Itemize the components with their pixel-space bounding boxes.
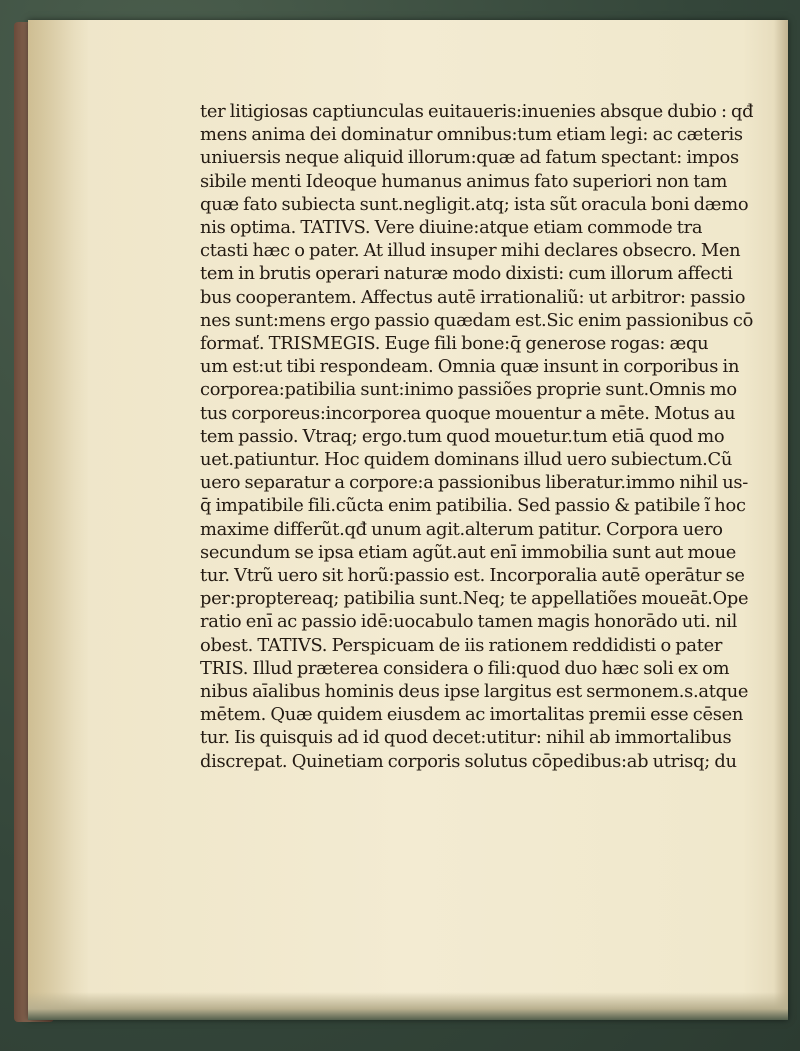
text-line: tem passio. Vtraq; ergo.tum quod mouetur.tum etiā quod mo: [200, 425, 725, 447]
text-line: mens anima dei dominatur omnibus:tum etiam legi: ac cæteris: [200, 124, 743, 146]
text-line: ter litigiosas captiunculas euitaueris:inuenies absque dubio : qđ: [200, 101, 754, 122]
text-line: tus corporeus:incorporea quoque mouentur a mēte. Motus au: [200, 402, 736, 424]
text-line: obest. TATIVS. Perspicuam de iis rationem reddidisti o pater: [200, 634, 723, 656]
text-line: ctasti hæc o pater. At illud insuper mihi declares obsecro. Men: [200, 240, 741, 262]
text-line: quæ fato subiecta sunt.negligit.atq; ista sũt oracula boni dæmo: [200, 193, 749, 215]
text-line: nibus aīalibus hominis deus ipse largitus est sermonem.s.atque: [200, 681, 749, 703]
text-line: per:proptereaq; patibilia sunt.Neq; te appellatiões moueāt.Ope: [200, 588, 749, 610]
text-line: secundum se ipsa etiam agũt.aut enī immobilia sunt aut moue: [200, 541, 737, 563]
page-gutter: [28, 20, 88, 1020]
text-line: tur. Vtrũ uero sit horũ:passio est. Incorporalia autē operātur se: [200, 565, 745, 587]
book-page: [28, 20, 788, 1020]
text-line: nes sunt:mens ergo passio quædam est.Sic enim passionibus cō: [200, 309, 754, 331]
text-line: tur. Iis quisquis ad id quod decet:utitur: nihil ab immortalibus: [200, 727, 732, 749]
text-line: corporea:patibilia sunt:inimo passiões proprie sunt.Omnis mo: [200, 379, 737, 401]
text-line: uero separatur a corpore:a passionibus liberatur.immo nihil us-: [200, 472, 748, 494]
text-line: sibile menti Ideoque humanus animus fato superiori non tam: [200, 170, 728, 192]
text-line: maxime differũt.qđ unum agit.alterum patitur. Corpora uero: [200, 518, 723, 540]
text-block: [200, 100, 780, 773]
text-line: discrepat. Quinetiam corporis solutus cōpedibus:ab utrisq; du: [200, 750, 737, 772]
text-line: q̄ impatibile fili.cũcta enim patibilia. Sed passio & patibile ĩ hoc: [200, 495, 746, 517]
text-line: TRIS. Illud præterea considera o fili:quod duo hæc soli ex om: [200, 657, 730, 679]
text-line: um est:ut tibi respondeam. Omnia quæ insunt in corporibus in: [200, 356, 740, 378]
text-line: bus cooperantem. Affectus autē irrationaliũ: ut arbitror: passio: [200, 286, 746, 308]
text-line: uniuersis neque aliquid illorum:quæ ad fatum spectant: impos: [200, 147, 739, 169]
text-line: formať. TRISMEGIS. Euge fili bone:q̄ generose rogas: æqu: [200, 333, 709, 355]
text-line: nis optima. TATIVS. Vere diuine:atque etiam commode tra: [200, 217, 703, 239]
text-line: ratio enī ac passio idē:uocabulo tamen magis honorādo uti. nil: [200, 611, 738, 633]
text-line: uet.patiuntur. Hoc quidem dominans illud uero subiectum.Cũ: [200, 449, 733, 471]
text-line: mētem. Quæ quidem eiusdem ac imortalitas premii esse cēsen: [200, 704, 744, 726]
text-line: tem in brutis operari naturæ modo dixisti: cum illorum affecti: [200, 263, 733, 285]
page-bottom-edge: [28, 992, 788, 1020]
